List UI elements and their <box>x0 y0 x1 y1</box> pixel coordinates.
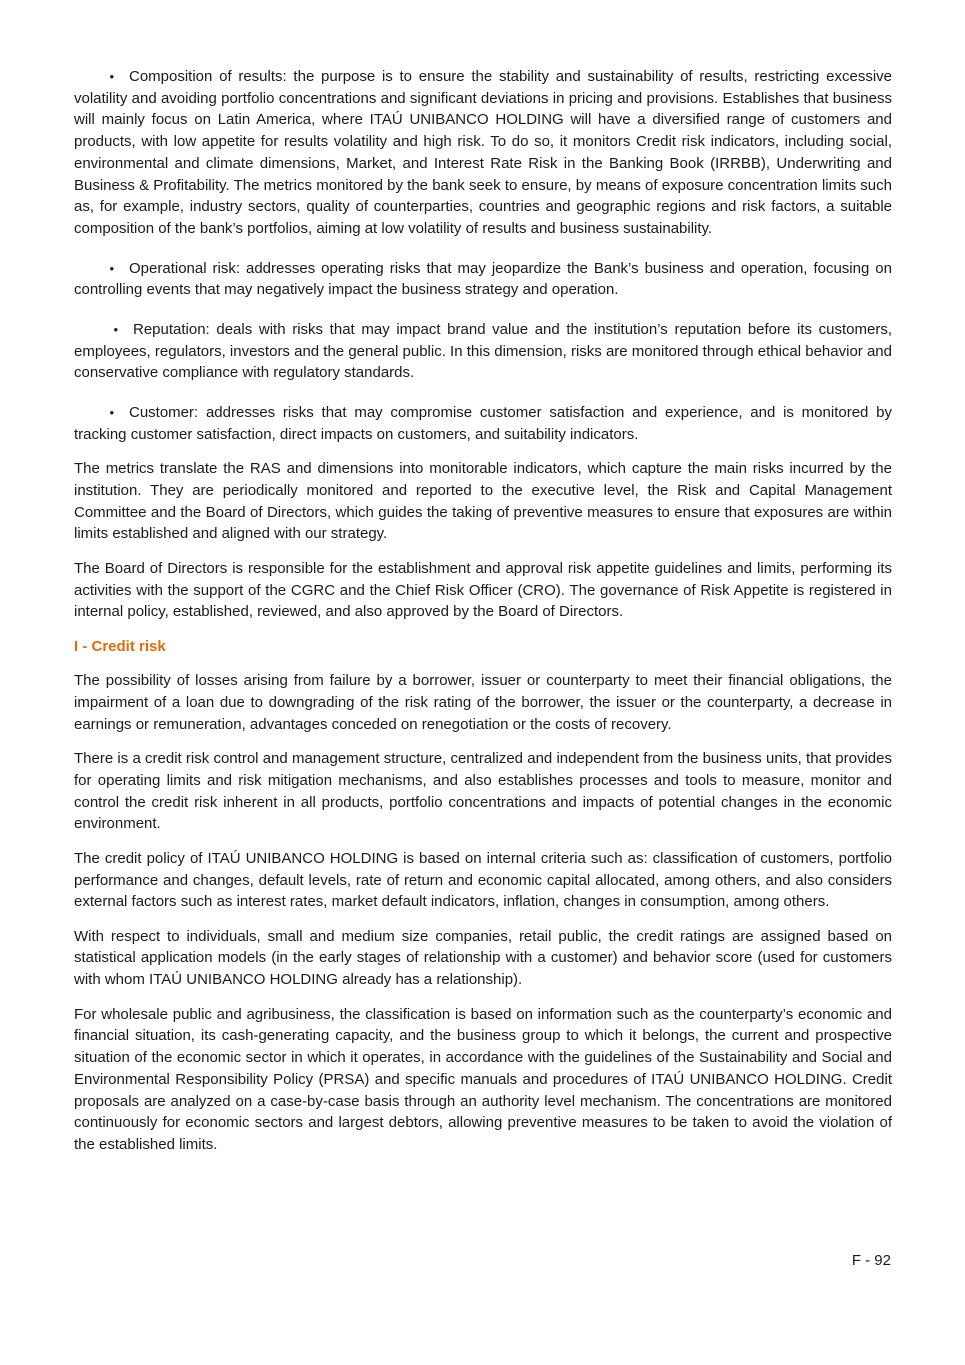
bullet-text: Operational risk: addresses operating risks that may jeopardize the Bank’s business and operation, focusing on controlling events that may negatively impact the business strategy and operation. <box>74 259 892 299</box>
paragraph-board-of-directors: The Board of Directors is responsible for the establishment and approval risk appetite guidelines and limits, performing its activities with the support of the CGRC and the Chief Risk Officer (CRO). The governance of Risk Appetite is registered in internal policy, established, reviewed, and also approved by the Board of Directors. <box>74 559 892 621</box>
paragraph-metrics: The metrics translate the RAS and dimensions into monitorable indicators, which capture the main risks incurred by the institution. They are periodically monitored and reported to the executive level, the Risk and Capital Management Committee and the Board of Directors, which guides the taking of preventive measures to ensure that exposures are within limits established and aligned with our strategy. <box>74 460 892 543</box>
bullet-text: Reputation: deals with risks that may impact brand value and the institution’s reputation before its customers, employees, regulators, investors and the general public. In this dimension, risks are monitored through ethical behavior and conservative compliance with regulatory standards. <box>74 321 892 382</box>
bullet-marker: • <box>109 260 114 276</box>
bullet-marker: • <box>113 322 118 338</box>
section-heading-credit-risk: I - Credit risk <box>74 637 166 655</box>
bullet-reputation <box>74 319 892 384</box>
paragraph-credit-risk-definition: The possibility of losses arising from failure by a borrower, issuer or counterparty to meet their financial obligations, the impairment of a loan due to downgrading of the risk rating of the borrower, the issuer or the counterparty, a decrease in earnings or remuneration, advantages conceded on renegotiation or the costs of recovery. <box>74 672 892 733</box>
paragraph-wholesale-classification: For wholesale public and agribusiness, the classification is based on information such as the counterparty’s economic and financial situation, its cash-generating capacity, and the business group to which it belongs, the current and prospective situation of the economic sector in which it operates, in accordance with the guidelines of the Sustainability and Social and Environmental Responsibility Policy (PRSA) and specific manuals and procedures of ITAÚ UNIBANCO HOLDING. Credit proposals are analyzed on a case-by-case basis through an authority level mechanism. The concentrations are monitored continuously for economic sectors and largest debtors, allowing preventive measures to be taken to avoid the violation of the established limits. <box>74 1005 892 1153</box>
paragraph-credit-policy: The credit policy of ITAÚ UNIBANCO HOLDING is based on internal criteria such as: classification of customers, portfolio performance and changes, default levels, rate of return and economic capital allocated, among others, and also considers external factors such as interest rates, market default indicators, inflation, changes in consumption, among others. <box>74 849 892 911</box>
page-number: F - 92 <box>851 1252 891 1269</box>
bullet-composition-of-results <box>74 66 892 240</box>
bullet-marker: • <box>109 69 114 84</box>
bullet-text: Composition of results: the purpose is to ensure the stability and sustainability of results, restricting excessive volatility and avoiding portfolio concentrations and significant deviations in pricing and provisions. Establishes that business will mainly focus on Latin America, where ITAÚ UNIBANCO HOLDING will have a diversified range of customers and products, with low appetite for results volatility and high risk. To do so, it monitors Credit risk indicators, including social, environmental and climate dimensions, Market, and Interest Rate Risk in the Banking Book (IRRBB), Underwriting and Business & Profitability. The metrics monitored by the bank seek to ensure, by means of exposure concentration limits such as, for example, industry sectors, quality of counterparties, countries and geographic regions and risk factors, a suitable composition of the bank’s portfolios, aiming at low volatility of results and business sustainability. <box>74 68 892 237</box>
bullet-customer <box>74 402 892 445</box>
bullet-text: Customer: addresses risks that may compromise customer satisfaction and experience, and is monitored by tracking customer satisfaction, direct impacts on customers, and suitability indicators. <box>74 404 892 443</box>
paragraph-credit-risk-structure: There is a credit risk control and management structure, centralized and independent from the business units, that provides for operating limits and risk mitigation mechanisms, and also establishes processes and tools to measure, monitor and control the credit risk inherent in all products, portfolio concentrations and impacts of potential changes in the economic environment. <box>74 750 892 833</box>
paragraph-individuals-ratings: With respect to individuals, small and medium size companies, retail public, the credit ratings are assigned based on statistical application models (in the early stages of relationship with a customer) and behavior score (used for customers with whom ITAÚ UNIBANCO HOLDING already has a relationship). <box>74 927 892 989</box>
document-page <box>74 66 892 1168</box>
bullet-operational-risk <box>74 258 892 301</box>
bullet-marker: • <box>109 405 114 421</box>
